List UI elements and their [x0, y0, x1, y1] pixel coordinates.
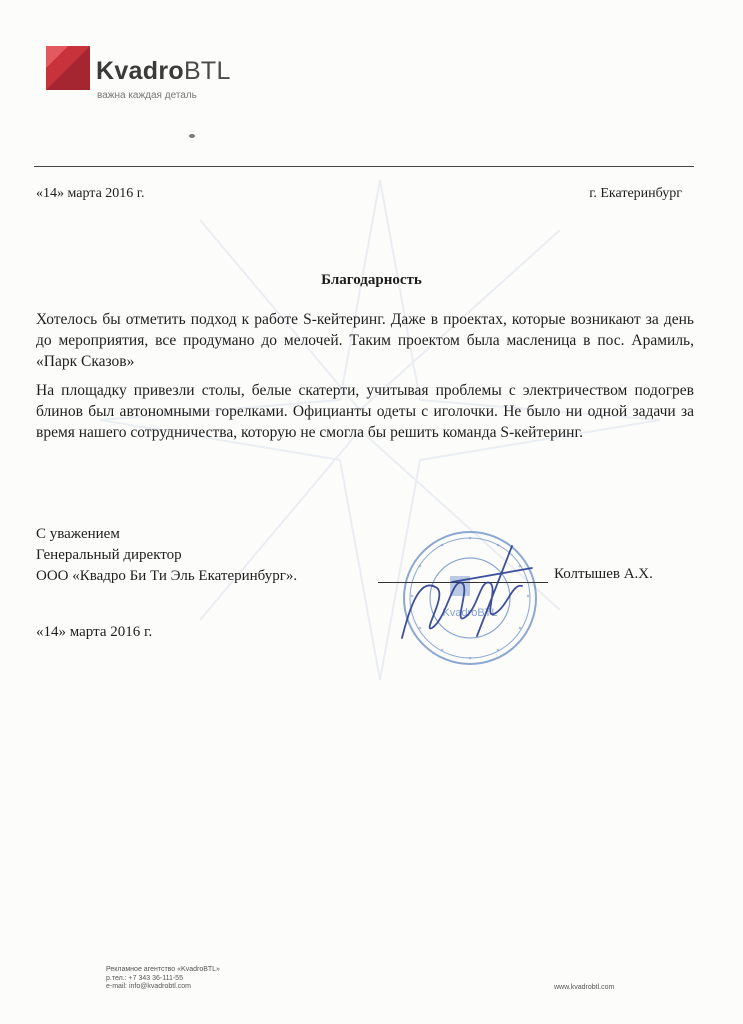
closing-company: ООО «Квадро Би Ти Эль Екатеринбург». [36, 568, 298, 584]
letter-paragraph-2: На площадку привезли столы, белые скатерти, учитывая проблемы с электричеством подогрев блинов был автономными горелками. Официанты одеты с иголочки. Не было ни одной задачи за время нашего сотрудничества, которую не смогла бы решить команда S-кейтеринг. [36, 382, 694, 441]
closing-regards: С уважением [36, 526, 120, 542]
company-logo [46, 46, 246, 106]
stamp-text: KvadroBTL [442, 607, 498, 619]
letter-date-bottom: «14» марта 2016 г. [36, 624, 153, 640]
header-divider [34, 166, 694, 167]
logo-name-bold: Kvadro [96, 57, 184, 85]
signer-name: Колтышев А.Х. [554, 566, 653, 582]
closing-position: Генеральный директор [36, 547, 182, 563]
letter-title: Благодарность [321, 272, 422, 288]
handwritten-signature [392, 538, 542, 648]
footer-email: e-mail: info@kvadrobtl.com [106, 983, 191, 990]
logo-name-light: BTL [183, 57, 231, 85]
logo-tagline: важна каждая деталь [97, 90, 197, 101]
logo-wordmark [96, 57, 231, 86]
closing-block [36, 524, 297, 587]
ink-dot [189, 134, 195, 138]
logo-mark-icon [46, 46, 90, 90]
letter-city: г. Екатеринбург [589, 186, 682, 201]
letter-date-top: «14» марта 2016 г. [36, 186, 145, 201]
footer-phone: р.тел.: +7 343 36-111-55 [106, 974, 183, 982]
letter-paragraph-1: Хотелось бы отметить подход к работе S-кейтеринг. Даже в проектах, которые возникают за день до мероприятия, все продумано до мелочей. Таким проектом была масленица в пос. Арамиль, «Парк Сказов» [36, 311, 694, 370]
footer-website: www.kvadrobtl.com [554, 984, 615, 991]
footer-agency: Рекламное агентство «KvadroBTL» [106, 966, 220, 973]
footer-contacts [106, 966, 220, 992]
